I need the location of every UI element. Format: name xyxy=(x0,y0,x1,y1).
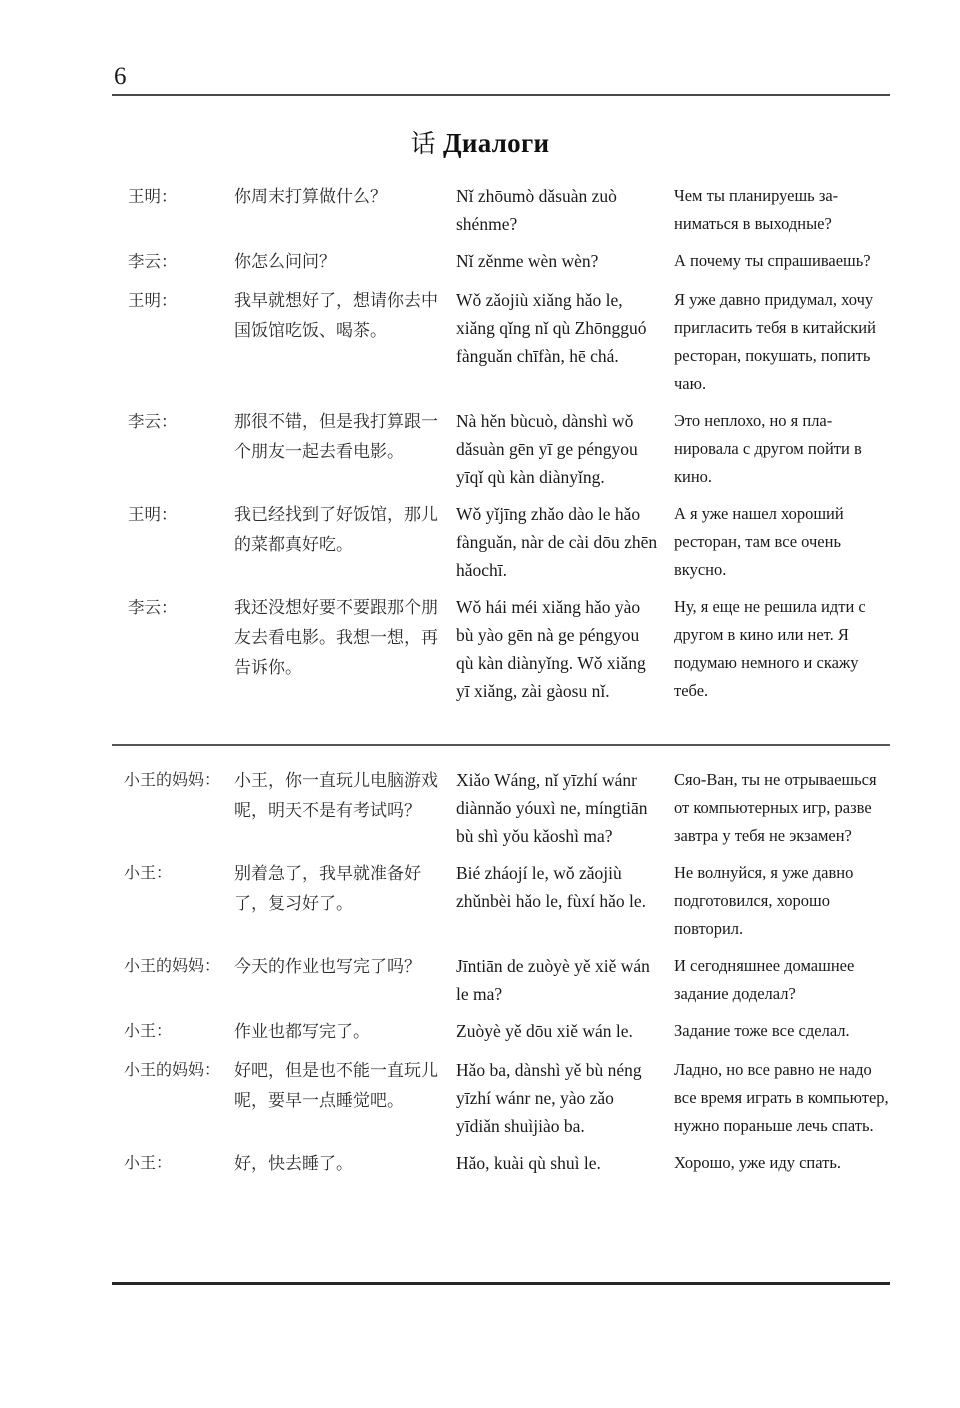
dialogue-speaker: 王明： xyxy=(128,187,178,206)
dialogue-row xyxy=(112,407,890,491)
dialogue-hanzi: 我已经找到了好饭馆，那儿的菜都真好吃。 xyxy=(234,505,438,554)
dialogue-russian: Я уже давно придумал, хочу пригласить тебя в китайский ресторан, покушать, попить чаю. xyxy=(674,290,876,393)
dialogue-speaker: 小王的妈妈： xyxy=(124,772,221,789)
dialogue-speaker: 李云： xyxy=(128,598,178,617)
page-title-text: Диалоги xyxy=(442,128,550,158)
page-header xyxy=(112,62,890,96)
dialogue-speaker: 王明： xyxy=(128,291,178,310)
dialogue-row xyxy=(112,952,890,1008)
dialogue-row xyxy=(112,1149,890,1179)
dialogue-hanzi: 好，快去睡了。 xyxy=(234,1154,353,1173)
header-divider xyxy=(112,94,890,96)
dialogue-hanzi: 你怎么问问？ xyxy=(234,252,336,271)
dialogue-speaker: 小王： xyxy=(124,1023,173,1040)
dialogue-pinyin: Jīntiān de zuòyè yě xiě wán le ma? xyxy=(456,956,650,1004)
dialogue-pinyin: Nǐ zěnme wèn wèn? xyxy=(456,251,599,271)
dialogue-pinyin: Hǎo ba, dànshì yě bù néng yīzhí wánr ne, yào zǎo yīdiǎn shuìjiào ba. xyxy=(456,1060,642,1136)
page-number: 6 xyxy=(114,63,127,90)
dialogue-russian: Это неплохо, но я планировала с другом пойти в кино. xyxy=(674,411,862,486)
dialogue-russian: Ну, я еще не решила идти с другом в кино или нет. Я подумаю немного и скажу тебе. xyxy=(674,597,866,700)
dialogue-row xyxy=(112,1056,890,1140)
dialogue-hanzi: 今天的作业也写完了吗？ xyxy=(234,957,421,976)
dialogue-hanzi: 作业也都写完了。 xyxy=(234,1022,370,1041)
dialogue-russian: И сегодняшнее домашнее задание доделал? xyxy=(674,956,855,1003)
dialogue-section-1 xyxy=(112,182,890,714)
dialogue-pinyin: Wǒ hái méi xiǎng hǎo yào bù yào gēn nà ge péngyou qù kàn diànyǐng. Wǒ xiǎng yī xiǎng, zài gàosu nǐ. xyxy=(456,597,646,701)
dialogue-speaker: 李云： xyxy=(128,252,178,271)
dialogue-pinyin: Bié zháojí le, wǒ zǎojiù zhǔnbèi hǎo le, fùxí hǎo le. xyxy=(456,863,647,911)
dialogue-pinyin: Hǎo, kuài qù shuì le. xyxy=(456,1153,601,1173)
section-divider xyxy=(112,744,890,746)
dialogue-russian: Не волнуйся, я уже давно подготовился, хорошо повторил. xyxy=(674,863,854,938)
dialogue-speaker: 小王的妈妈： xyxy=(124,958,221,975)
dialogue-hanzi: 你周末打算做什么？ xyxy=(234,187,387,206)
dialogue-row xyxy=(112,500,890,584)
dialogue-row xyxy=(112,859,890,943)
dialogue-russian: Сяо-Ван, ты не отрываешься от компьютерных игр, разве завтра у тебя не экзамен? xyxy=(674,770,877,845)
dialogue-speaker: 小王： xyxy=(124,865,173,882)
dialogue-pinyin: Wǒ zǎojiù xiǎng hǎo le, xiǎng qǐng nǐ qù Zhōngguó fànguǎn chīfàn, hē chá. xyxy=(456,290,647,366)
dialogue-pinyin: Nà hěn bùcuò, dànshì wǒ dǎsuàn gēn yī ge péngyou yīqǐ qù kàn diànyǐng. xyxy=(456,411,638,487)
dialogue-russian: Ладно, но все равно не надо все время играть в компьютер, нужно пораньше лечь спать. xyxy=(674,1060,889,1135)
dialogue-hanzi: 我还没想好要不要跟那个朋友去看电影。我想一想，再告诉你。 xyxy=(234,598,438,677)
dialogue-pinyin: Wǒ yǐjīng zhǎo dào le hǎo fànguǎn, nàr de cài dōu zhēn hǎochī. xyxy=(456,504,658,580)
bottom-divider xyxy=(112,1282,890,1285)
dialogue-row xyxy=(112,247,890,277)
dialogue-speaker: 小王： xyxy=(124,1155,173,1172)
dialogue-hanzi: 好吧，但是也不能一直玩儿呢，要早一点睡觉吧。 xyxy=(234,1061,438,1110)
dialogue-hanzi: 小王，你一直玩儿电脑游戏呢，明天不是有考试吗？ xyxy=(234,771,438,820)
dialogue-section-2 xyxy=(112,766,890,1188)
dialogue-pinyin: Zuòyè yě dōu xiě wán le. xyxy=(456,1021,633,1041)
dialogue-hanzi: 别着急了，我早就准备好了，复习好了。 xyxy=(234,864,421,913)
dialogue-row xyxy=(112,182,890,238)
dialogue-russian: Задание тоже все сделал. xyxy=(674,1021,850,1040)
dialogue-row xyxy=(112,286,890,398)
dialogue-pinyin: Nǐ zhōumò dǎsuàn zuò shénme? xyxy=(456,186,617,234)
dialogue-row xyxy=(112,766,890,850)
dialogue-pinyin: Xiǎo Wáng, nǐ yīzhí wánr diànnǎo yóuxì ne, míngtiān bù shì yǒu kǎoshì ma? xyxy=(456,770,648,846)
dialogue-russian: А почему ты спрашиваешь? xyxy=(674,251,871,270)
dialogue-hanzi: 我早就想好了，想请你去中国饭馆吃饭、喝茶。 xyxy=(234,291,438,340)
page-title-hanzi: 话 xyxy=(410,131,436,158)
dialogue-speaker: 小王的妈妈： xyxy=(124,1062,221,1079)
dialogue-speaker: 王明： xyxy=(128,505,178,524)
dialogue-russian: Чем ты планируешь заниматься в выходные? xyxy=(674,186,839,233)
page-title xyxy=(0,126,960,162)
dialogue-row xyxy=(112,1017,890,1047)
dialogue-hanzi: 那很不错，但是我打算跟一个朋友一起去看电影。 xyxy=(234,412,438,461)
dialogue-speaker: 李云： xyxy=(128,412,178,431)
dialogue-russian: А я уже нашел хороший ресторан, там все очень вкусно. xyxy=(674,504,844,579)
dialogue-row xyxy=(112,593,890,705)
dialogue-russian: Хорошо, уже иду спать. xyxy=(674,1153,842,1172)
